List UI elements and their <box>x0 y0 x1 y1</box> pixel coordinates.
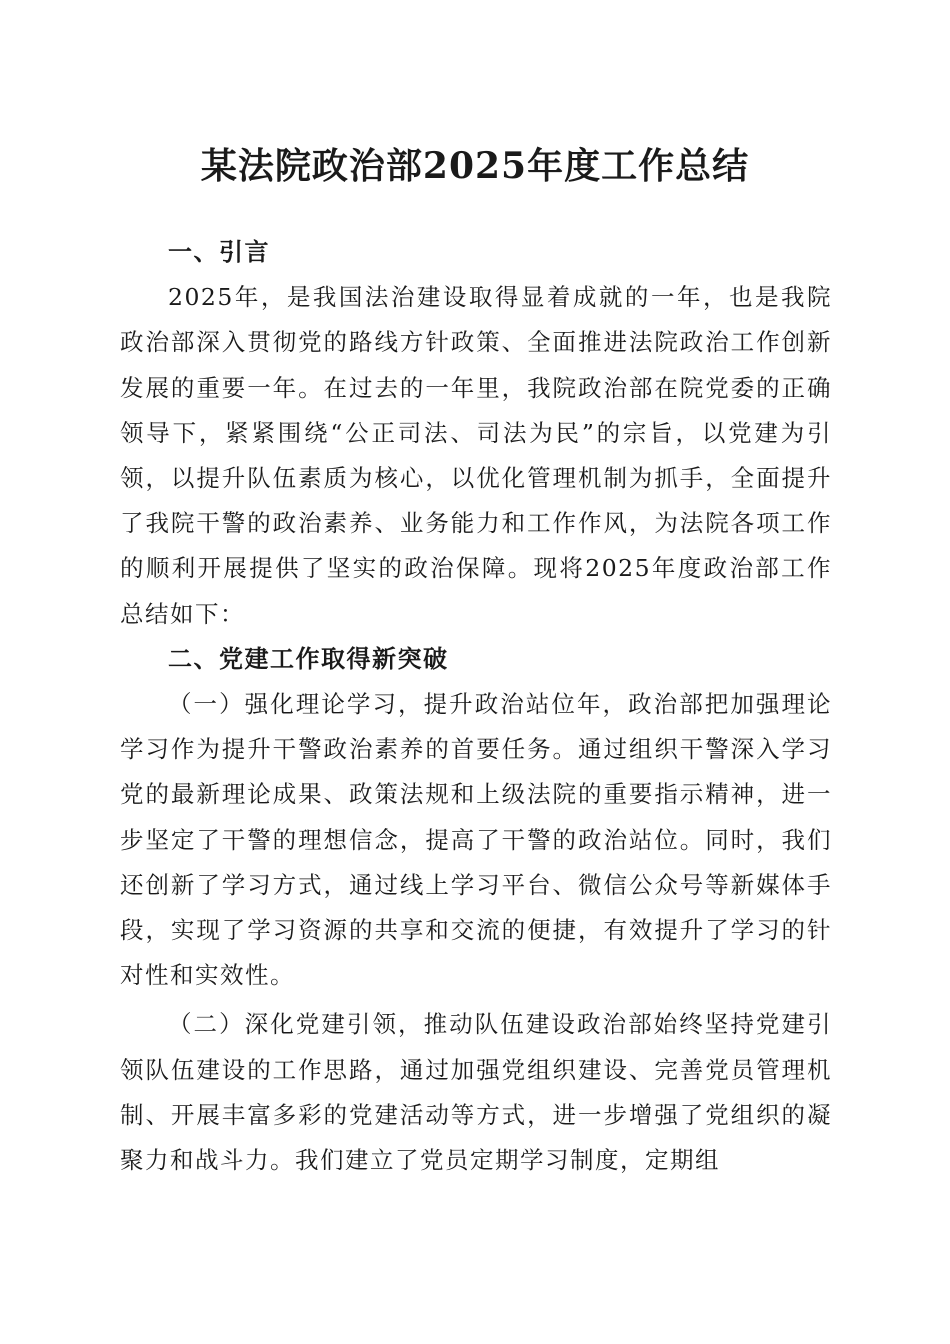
party-building-paragraph-1: （一）强化理论学习，提升政治站位年，政治部把加强理论学习作为提升干警政治素养的首要任务。通过组织干警深入学习党的最新理论成果、政策法规和上级法院的重要指示精神，进一步坚定了干警的理想信念，提高了干警的政治站位。同时，我们还创新了学习方式，通过线上学习平台、微信公众号等新媒体手段，实现了学习资源的共享和交流的便捷，有效提升了学习的针对性和实效性。 <box>120 690 832 990</box>
document-body <box>120 230 832 1183</box>
intro-paragraph: 2025年，是我国法治建设取得显着成就的一年，也是我院政治部深入贯彻党的路线方针政策、全面推进法院政治工作创新发展的重要一年。在过去的一年里，我院政治部在院党委的正确领导下，紧紧围绕“公正司法、司法为民”的宗旨，以党建为引领，以提升队伍素质为核心，以优化管理机制为抓手，全面提升了我院干警的政治素养、业务能力和工作作风，为法院各项工作的顺利开展提供了坚实的政治保障。现将2025年度政治部工作总结如下： <box>120 283 832 628</box>
document-title: 某法院政治部2025年度工作总结 <box>200 145 750 187</box>
section-heading-intro: 一、引言 <box>168 238 270 266</box>
party-building-paragraph-2: （二）深化党建引领，推动队伍建设政治部始终坚持党建引领队伍建设的工作思路，通过加强党组织建设、完善党员管理机制、开展丰富多彩的党建活动等方式，进一步增强了党组织的凝聚力和战斗力。我们建立了党员定期学习制度，定期组 <box>120 1010 832 1175</box>
section-heading-party-building: 二、党建工作取得新突破 <box>168 644 449 673</box>
